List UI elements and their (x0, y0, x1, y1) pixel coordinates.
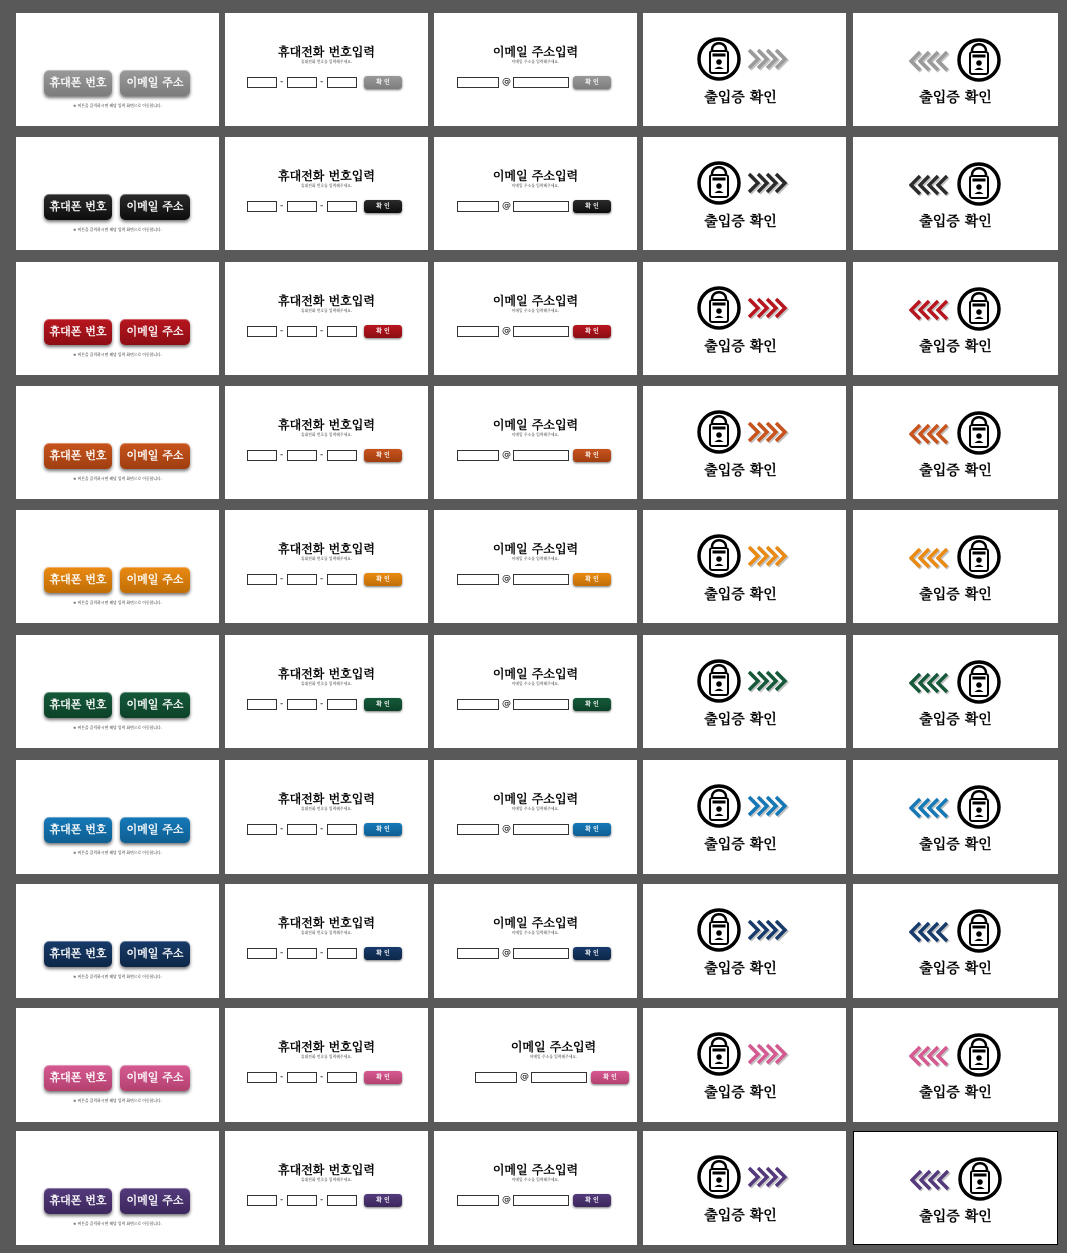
instruction-note: ※ 버튼을 클릭하시면 해당 입력 화면으로 이동합니다. (73, 725, 162, 730)
id-badge-lanyard-icon (956, 37, 1002, 87)
slide-badge-check-out[interactable] (853, 13, 1058, 126)
chevrons-left-icon (909, 796, 953, 824)
email-confirm-button[interactable]: 확 인 (573, 698, 611, 711)
email-id-field[interactable] (457, 1195, 499, 1206)
slide-email-input[interactable] (434, 635, 637, 748)
email-confirm-button[interactable]: 확 인 (573, 823, 611, 836)
slide-choose-method[interactable] (16, 884, 219, 998)
slide-choose-method[interactable] (16, 510, 219, 623)
email-id-field[interactable] (457, 699, 499, 710)
at-sign: @ (502, 574, 511, 584)
phone-number-button[interactable]: 휴대폰 번호 (44, 443, 112, 469)
id-badge-lanyard-icon (956, 1032, 1002, 1082)
slide-badge-check-out[interactable] (853, 1131, 1058, 1245)
phone-dash: - (320, 1072, 324, 1082)
badge-check-caption: 출입증 확인 (704, 90, 777, 106)
badge-check-caption: 출입증 확인 (919, 837, 992, 853)
email-id-field[interactable] (457, 450, 499, 461)
phone-input-subtitle: 휴대전화 번호를 입력해주세요. (300, 930, 353, 935)
slide-email-input[interactable] (434, 262, 637, 375)
id-badge-lanyard-icon (696, 1154, 742, 1204)
slide-badge-check-out[interactable] (853, 386, 1058, 499)
email-id-field[interactable] (457, 948, 499, 959)
chevrons-left-icon (909, 1044, 953, 1072)
email-id-field[interactable] (457, 574, 499, 585)
email-input-title: 이메일 주소입력 (510, 1040, 597, 1054)
slide-badge-check-in[interactable] (643, 1008, 846, 1122)
slide-badge-check-in[interactable] (643, 262, 846, 375)
phone-input-subtitle: 휴대전화 번호를 입력해주세요. (300, 681, 353, 686)
phone-confirm-button[interactable]: 확 인 (364, 76, 402, 89)
email-input-subtitle: 이메일 주소를 입력해주세요. (511, 930, 560, 935)
phone-field-1[interactable] (247, 824, 277, 835)
id-badge-lanyard-icon (956, 534, 1002, 584)
email-domain-field[interactable] (513, 824, 569, 835)
slide-badge-check-in[interactable] (643, 760, 846, 874)
instruction-note: ※ 버튼을 클릭하시면 해당 입력 화면으로 이동합니다. (73, 600, 162, 605)
badge-check-caption: 출입증 확인 (704, 339, 777, 355)
slide-badge-check-in[interactable] (643, 1131, 846, 1245)
slide-choose-method[interactable] (16, 137, 219, 250)
phone-confirm-button[interactable]: 확 인 (364, 325, 402, 338)
id-badge-lanyard-icon (956, 410, 1002, 460)
phone-dash: - (280, 1072, 284, 1082)
slide-badge-check-in[interactable] (643, 137, 846, 250)
phone-field-3[interactable] (327, 450, 357, 461)
phone-field-2[interactable] (287, 1072, 317, 1083)
instruction-note: ※ 버튼을 클릭하시면 해당 입력 화면으로 이동합니다. (73, 1098, 162, 1103)
phone-number-button[interactable]: 휴대폰 번호 (44, 1065, 112, 1091)
phone-field-1[interactable] (247, 450, 277, 461)
phone-field-3[interactable] (327, 201, 357, 212)
at-sign: @ (502, 450, 511, 460)
phone-number-button[interactable]: 휴대폰 번호 (44, 941, 112, 967)
email-id-field[interactable] (457, 326, 499, 337)
at-sign: @ (520, 1072, 529, 1082)
phone-input-subtitle: 휴대전화 번호를 입력해주세요. (300, 556, 353, 561)
phone-field-2[interactable] (287, 574, 317, 585)
slide-badge-check-out[interactable] (853, 884, 1058, 998)
id-badge-lanyard-icon (696, 783, 742, 833)
phone-field-1[interactable] (247, 201, 277, 212)
at-sign: @ (502, 326, 511, 336)
phone-input-title: 휴대전화 번호입력 (278, 418, 375, 432)
badge-check-caption: 출입증 확인 (704, 214, 777, 230)
email-input-subtitle: 이메일 주소를 입력해주세요. (529, 1054, 578, 1059)
slide-choose-method[interactable] (16, 1008, 219, 1122)
email-input-subtitle: 이메일 주소를 입력해주세요. (511, 681, 560, 686)
chevrons-left-icon (909, 422, 953, 450)
instruction-note: ※ 버튼을 클릭하시면 해당 입력 화면으로 이동합니다. (73, 476, 162, 481)
slide-email-input[interactable] (434, 1008, 637, 1122)
slide-badge-check-in[interactable] (643, 386, 846, 499)
badge-check-caption: 출입증 확인 (919, 1085, 992, 1101)
chevrons-left-icon (909, 298, 953, 326)
slide-badge-check-in[interactable] (643, 13, 846, 126)
badge-check-caption: 출입증 확인 (704, 463, 777, 479)
badge-check-caption: 출입증 확인 (919, 339, 992, 355)
phone-input-title: 휴대전화 번호입력 (278, 169, 375, 183)
email-input-title: 이메일 주소입력 (492, 542, 579, 556)
id-badge-lanyard-icon (696, 36, 742, 86)
slide-choose-method[interactable] (16, 13, 219, 126)
email-input-subtitle: 이메일 주소를 입력해주세요. (511, 308, 560, 313)
badge-check-caption: 출입증 확인 (919, 587, 992, 603)
instruction-note: ※ 버튼을 클릭하시면 해당 입력 화면으로 이동합니다. (73, 974, 162, 979)
instruction-note: ※ 버튼을 클릭하시면 해당 입력 화면으로 이동합니다. (73, 103, 162, 108)
instruction-note: ※ 버튼을 클릭하시면 해당 입력 화면으로 이동합니다. (73, 1221, 162, 1226)
phone-confirm-button[interactable]: 확 인 (364, 1194, 402, 1207)
phone-number-button[interactable]: 휴대폰 번호 (44, 70, 112, 96)
slide-email-input[interactable] (434, 13, 637, 126)
chevrons-right-icon (747, 918, 791, 946)
slide-email-input[interactable] (434, 510, 637, 623)
phone-input-title: 휴대전화 번호입력 (278, 294, 375, 308)
slide-email-input[interactable] (434, 884, 637, 998)
email-id-field[interactable] (457, 77, 499, 88)
slide-phone-input[interactable] (225, 262, 428, 375)
chevrons-right-icon (747, 1042, 791, 1070)
email-domain-field[interactable] (513, 699, 569, 710)
badge-check-caption: 출입증 확인 (704, 587, 777, 603)
phone-confirm-button[interactable]: 확 인 (364, 698, 402, 711)
phone-field-2[interactable] (287, 201, 317, 212)
phone-field-3[interactable] (327, 1195, 357, 1206)
phone-dash: - (280, 326, 284, 336)
email-confirm-button[interactable]: 확 인 (573, 573, 611, 586)
phone-dash: - (320, 201, 324, 211)
phone-number-button[interactable]: 휴대폰 번호 (44, 319, 112, 345)
chevrons-right-icon (747, 544, 791, 572)
chevrons-left-icon (909, 920, 953, 948)
email-confirm-button[interactable]: 확 인 (573, 200, 611, 213)
email-address-button[interactable]: 이메일 주소 (120, 817, 190, 843)
badge-check-caption: 출입증 확인 (919, 90, 992, 106)
id-badge-lanyard-icon (956, 659, 1002, 709)
instruction-note: ※ 버튼을 클릭하시면 해당 입력 화면으로 이동합니다. (73, 850, 162, 855)
email-input-title: 이메일 주소입력 (492, 169, 579, 183)
phone-confirm-button[interactable]: 확 인 (364, 449, 402, 462)
id-badge-lanyard-icon (956, 286, 1002, 336)
email-domain-field[interactable] (513, 326, 569, 337)
phone-input-title: 휴대전화 번호입력 (278, 45, 375, 59)
badge-check-caption: 출입증 확인 (919, 1209, 992, 1225)
id-badge-lanyard-icon (957, 1156, 1003, 1206)
email-confirm-button[interactable]: 확 인 (591, 1071, 629, 1084)
email-input-title: 이메일 주소입력 (492, 418, 579, 432)
phone-dash: - (280, 1195, 284, 1205)
slide-phone-input[interactable] (225, 635, 428, 748)
phone-number-button[interactable]: 휴대폰 번호 (44, 817, 112, 843)
phone-confirm-button[interactable]: 확 인 (364, 573, 402, 586)
slide-email-input[interactable] (434, 1131, 637, 1245)
chevrons-right-icon (747, 171, 791, 199)
chevrons-right-icon (747, 47, 791, 75)
slide-email-input[interactable] (434, 760, 637, 874)
email-id-field[interactable] (457, 201, 499, 212)
phone-dash: - (280, 77, 284, 87)
slide-badge-check-out[interactable] (853, 635, 1058, 748)
phone-input-title: 휴대전화 번호입력 (278, 542, 375, 556)
email-address-button[interactable]: 이메일 주소 (120, 70, 190, 96)
chevrons-left-icon (909, 49, 953, 77)
slide-choose-method[interactable] (16, 635, 219, 748)
slide-phone-input[interactable] (225, 1131, 428, 1245)
phone-field-3[interactable] (327, 824, 357, 835)
email-confirm-button[interactable]: 확 인 (573, 947, 611, 960)
email-domain-field[interactable] (513, 1195, 569, 1206)
instruction-note: ※ 버튼을 클릭하시면 해당 입력 화면으로 이동합니다. (73, 227, 162, 232)
phone-dash: - (280, 948, 284, 958)
slide-badge-check-in[interactable] (643, 635, 846, 748)
at-sign: @ (502, 824, 511, 834)
phone-dash: - (320, 326, 324, 336)
badge-check-caption: 출입증 확인 (919, 214, 992, 230)
slide-badge-check-out[interactable] (853, 510, 1058, 623)
chevrons-left-icon (909, 173, 953, 201)
phone-field-2[interactable] (287, 450, 317, 461)
badge-check-caption: 출입증 확인 (704, 1085, 777, 1101)
at-sign: @ (502, 699, 511, 709)
id-badge-lanyard-icon (956, 784, 1002, 834)
id-badge-lanyard-icon (696, 1031, 742, 1081)
email-input-title: 이메일 주소입력 (492, 294, 579, 308)
slide-phone-input[interactable] (225, 760, 428, 874)
phone-confirm-button[interactable]: 확 인 (364, 823, 402, 836)
phone-dash: - (320, 824, 324, 834)
phone-dash: - (320, 948, 324, 958)
phone-input-title: 휴대전화 번호입력 (278, 916, 375, 930)
id-badge-lanyard-icon (696, 409, 742, 459)
email-input-title: 이메일 주소입력 (492, 792, 579, 806)
email-input-title: 이메일 주소입력 (492, 916, 579, 930)
phone-field-2[interactable] (287, 699, 317, 710)
phone-input-title: 휴대전화 번호입력 (278, 1040, 375, 1054)
email-domain-field[interactable] (513, 201, 569, 212)
phone-input-title: 휴대전화 번호입력 (278, 667, 375, 681)
id-badge-lanyard-icon (956, 908, 1002, 958)
phone-field-3[interactable] (327, 77, 357, 88)
email-id-field[interactable] (475, 1072, 517, 1083)
email-address-button[interactable]: 이메일 주소 (120, 941, 190, 967)
phone-dash: - (320, 77, 324, 87)
phone-field-2[interactable] (287, 1195, 317, 1206)
slide-email-input[interactable] (434, 137, 637, 250)
email-address-button[interactable]: 이메일 주소 (120, 1188, 190, 1214)
phone-field-2[interactable] (287, 948, 317, 959)
email-address-button[interactable]: 이메일 주소 (120, 692, 190, 718)
email-domain-field[interactable] (513, 574, 569, 585)
email-confirm-button[interactable]: 확 인 (573, 325, 611, 338)
slide-phone-input[interactable] (225, 884, 428, 998)
phone-dash: - (280, 574, 284, 584)
slide-choose-method[interactable] (16, 1131, 219, 1245)
phone-input-subtitle: 휴대전화 번호를 입력해주세요. (300, 1177, 353, 1182)
slide-choose-method[interactable] (16, 386, 219, 499)
id-badge-lanyard-icon (696, 285, 742, 335)
slide-phone-input[interactable] (225, 137, 428, 250)
badge-check-caption: 출입증 확인 (919, 961, 992, 977)
phone-number-button[interactable]: 휴대폰 번호 (44, 194, 112, 220)
phone-field-1[interactable] (247, 326, 277, 337)
badge-check-caption: 출입증 확인 (704, 1208, 777, 1224)
chevrons-left-icon (909, 671, 953, 699)
at-sign: @ (502, 1195, 511, 1205)
email-input-title: 이메일 주소입력 (492, 1163, 579, 1177)
phone-field-1[interactable] (247, 699, 277, 710)
badge-check-caption: 출입증 확인 (919, 463, 992, 479)
slide-choose-method[interactable] (16, 760, 219, 874)
instruction-note: ※ 버튼을 클릭하시면 해당 입력 화면으로 이동합니다. (73, 352, 162, 357)
phone-dash: - (320, 1195, 324, 1205)
phone-input-subtitle: 휴대전화 번호를 입력해주세요. (300, 59, 353, 64)
phone-number-button[interactable]: 휴대폰 번호 (44, 692, 112, 718)
email-input-subtitle: 이메일 주소를 입력해주세요. (511, 432, 560, 437)
chevrons-right-icon (747, 420, 791, 448)
phone-field-2[interactable] (287, 824, 317, 835)
slide-choose-method[interactable] (16, 262, 219, 375)
slide-email-input[interactable] (434, 386, 637, 499)
phone-confirm-button[interactable]: 확 인 (364, 947, 402, 960)
phone-field-3[interactable] (327, 699, 357, 710)
at-sign: @ (502, 948, 511, 958)
phone-dash: - (320, 699, 324, 709)
chevrons-left-icon (909, 546, 953, 574)
at-sign: @ (502, 201, 511, 211)
phone-confirm-button[interactable]: 확 인 (364, 1071, 402, 1084)
email-input-title: 이메일 주소입력 (492, 45, 579, 59)
slide-badge-check-out[interactable] (853, 1008, 1058, 1122)
id-badge-lanyard-icon (696, 907, 742, 957)
slide-phone-input[interactable] (225, 386, 428, 499)
badge-check-caption: 출입증 확인 (704, 712, 777, 728)
email-id-field[interactable] (457, 824, 499, 835)
email-domain-field[interactable] (531, 1072, 587, 1083)
badge-check-caption: 출입증 확인 (704, 961, 777, 977)
phone-field-3[interactable] (327, 326, 357, 337)
phone-input-subtitle: 휴대전화 번호를 입력해주세요. (300, 308, 353, 313)
badge-check-caption: 출입증 확인 (919, 712, 992, 728)
phone-field-1[interactable] (247, 77, 277, 88)
email-input-subtitle: 이메일 주소를 입력해주세요. (511, 1177, 560, 1182)
email-address-button[interactable]: 이메일 주소 (120, 319, 190, 345)
at-sign: @ (502, 77, 511, 87)
phone-field-1[interactable] (247, 1072, 277, 1083)
slide-badge-check-out[interactable] (853, 760, 1058, 874)
email-input-subtitle: 이메일 주소를 입력해주세요. (511, 806, 560, 811)
chevrons-left-icon (910, 1168, 954, 1196)
email-domain-field[interactable] (513, 948, 569, 959)
chevrons-right-icon (747, 794, 791, 822)
phone-field-1[interactable] (247, 948, 277, 959)
phone-field-3[interactable] (327, 1072, 357, 1083)
phone-dash: - (280, 201, 284, 211)
slide-phone-input[interactable] (225, 13, 428, 126)
phone-dash: - (280, 699, 284, 709)
phone-field-2[interactable] (287, 326, 317, 337)
email-confirm-button[interactable]: 확 인 (573, 449, 611, 462)
slide-badge-check-out[interactable] (853, 137, 1058, 250)
phone-dash: - (320, 574, 324, 584)
slide-phone-input[interactable] (225, 1008, 428, 1122)
id-badge-lanyard-icon (956, 161, 1002, 211)
slide-badge-check-out[interactable] (853, 262, 1058, 375)
phone-input-subtitle: 휴대전화 번호를 입력해주세요. (300, 183, 353, 188)
phone-field-2[interactable] (287, 77, 317, 88)
email-address-button[interactable]: 이메일 주소 (120, 443, 190, 469)
email-domain-field[interactable] (513, 77, 569, 88)
badge-check-caption: 출입증 확인 (704, 837, 777, 853)
slide-badge-check-in[interactable] (643, 884, 846, 998)
phone-confirm-button[interactable]: 확 인 (364, 200, 402, 213)
email-input-title: 이메일 주소입력 (492, 667, 579, 681)
chevrons-right-icon (747, 1165, 791, 1193)
chevrons-right-icon (747, 669, 791, 697)
slide-phone-input[interactable] (225, 510, 428, 623)
email-domain-field[interactable] (513, 450, 569, 461)
email-input-subtitle: 이메일 주소를 입력해주세요. (511, 59, 560, 64)
id-badge-lanyard-icon (696, 160, 742, 210)
phone-field-1[interactable] (247, 1195, 277, 1206)
phone-field-3[interactable] (327, 948, 357, 959)
phone-dash: - (320, 450, 324, 460)
email-address-button[interactable]: 이메일 주소 (120, 567, 190, 593)
email-input-subtitle: 이메일 주소를 입력해주세요. (511, 183, 560, 188)
phone-input-subtitle: 휴대전화 번호를 입력해주세요. (300, 1054, 353, 1059)
email-confirm-button[interactable]: 확 인 (573, 76, 611, 89)
email-confirm-button[interactable]: 확 인 (573, 1194, 611, 1207)
phone-number-button[interactable]: 휴대폰 번호 (44, 567, 112, 593)
phone-dash: - (280, 450, 284, 460)
phone-input-title: 휴대전화 번호입력 (278, 1163, 375, 1177)
id-badge-lanyard-icon (696, 658, 742, 708)
phone-dash: - (280, 824, 284, 834)
phone-field-1[interactable] (247, 574, 277, 585)
email-input-subtitle: 이메일 주소를 입력해주세요. (511, 556, 560, 561)
chevrons-right-icon (747, 296, 791, 324)
phone-field-3[interactable] (327, 574, 357, 585)
phone-input-subtitle: 휴대전화 번호를 입력해주세요. (300, 432, 353, 437)
phone-input-title: 휴대전화 번호입력 (278, 792, 375, 806)
email-address-button[interactable]: 이메일 주소 (120, 194, 190, 220)
id-badge-lanyard-icon (696, 533, 742, 583)
slide-badge-check-in[interactable] (643, 510, 846, 623)
phone-number-button[interactable]: 휴대폰 번호 (44, 1188, 112, 1214)
email-address-button[interactable]: 이메일 주소 (120, 1065, 190, 1091)
phone-input-subtitle: 휴대전화 번호를 입력해주세요. (300, 806, 353, 811)
